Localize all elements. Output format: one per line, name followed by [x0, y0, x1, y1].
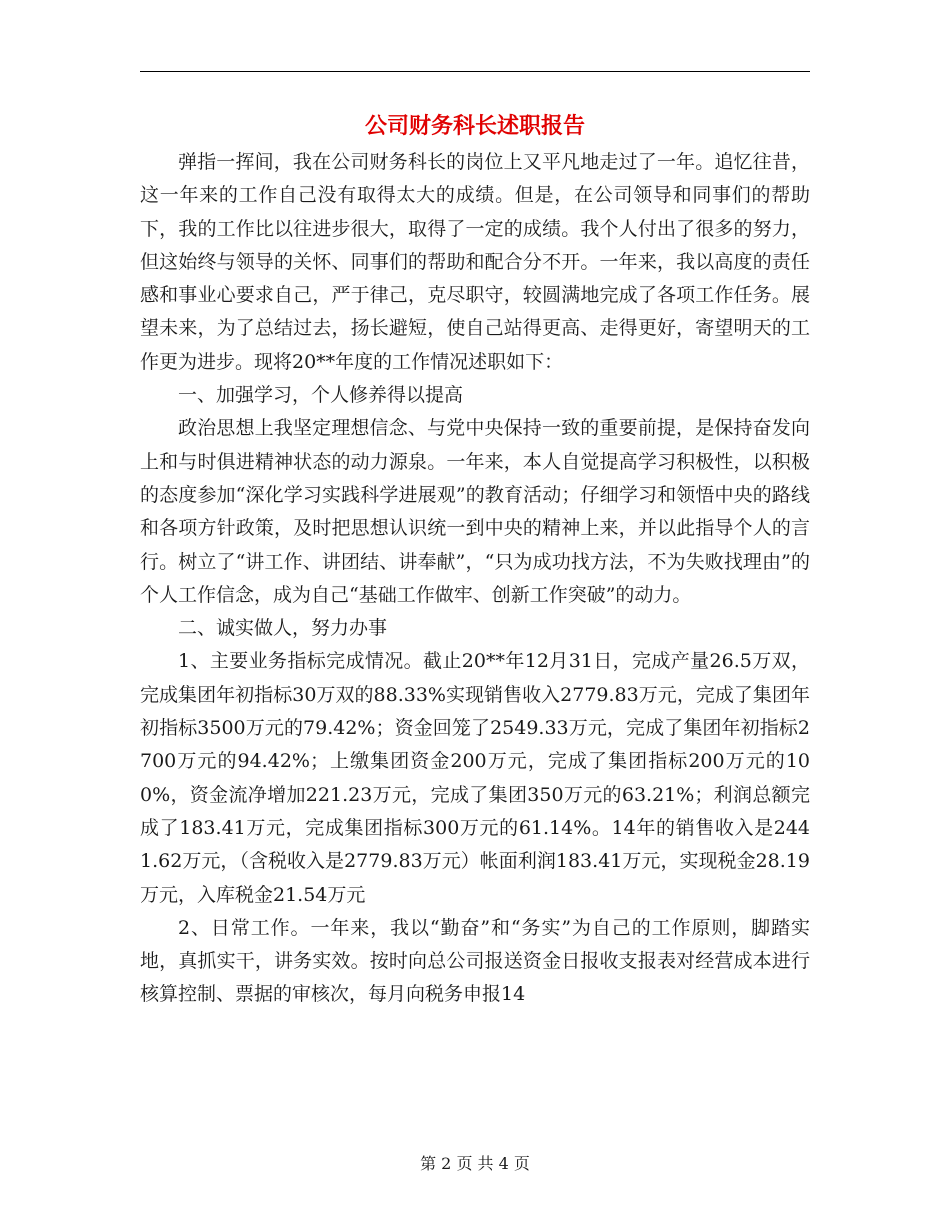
section-heading-2: 二、诚实做人，努力办事 [178, 617, 388, 640]
page-number: 第 2 页 共 4 页 [420, 1154, 530, 1173]
paragraph-intro: 弹指一挥间，我在公司财务科长的岗位上又平凡地走过了一年。追忆往昔，这一年来的工作自己没有取得太大的成绩。但是，在公司领导和同事们的帮助下，我的工作比以往进步很大，取得了一定的成绩。我个人付出了很多的努力，但这始终与领导的关怀、同事们的帮助和配合分不开。一年来，我以高度的责任感和事业心要求自己，严于律己，克尽职守，较圆满地完成了各项工作任务。展望未来，为了总结过去，扬长避短，使自己站得更高、走得更好，寄望明天的工作更为进步。现将20**年度的工作情况述职如下： [140, 151, 810, 373]
section-heading-1: 一、加强学习，个人修养得以提高 [178, 384, 464, 407]
document-body [140, 146, 810, 1012]
document-title: 公司财务科长述职报告 [364, 113, 585, 139]
header-rule [140, 71, 810, 72]
paragraph-indicators: 1、主要业务指标完成情况。截止20**年12月31日，完成产量26.5万双，完成集团年初指标30万双的88.33%实现销售收入2779.83万元，完成了集团年初指标3500万元的79.42%；资金回笼了2549.33万元，完成了集团年初指标2700万元的94.42%；上缴集团资金200万元，完成了集团指标200万元的100%，资金流净增加221.23万元，完成了集团350万元的63.21%；利润总额完成了183.41万元，完成集团指标300万元的61.14%。14年的销售收入是2441.62万元，（含税收入是2779.83万元）帐面利润183.41万元，实现税金28.19万元，入库税金21.54万元 [140, 650, 810, 906]
paragraph-daily-work: 2、日常工作。一年来，我以“勤奋”和“务实”为自己的工作原则，脚踏实地，真抓实干，讲务实效。按时向总公司报送资金日报收支报表对经营成本进行核算控制、票据的审核次，每月向税务申报14 [140, 916, 810, 1006]
paragraph-study: 政治思想上我坚定理想信念、与党中央保持一致的重要前提，是保持奋发向上和与时俱进精神状态的动力源泉。一年来，本人自觉提高学习积极性，以积极的态度参加“深化学习实践科学进展观”的教育活动；仔细学习和领悟中央的路线和各项方针政策，及时把思想认识统一到中央的精神上来，并以此指导个人的言行。树立了“讲工作、讲团结、讲奉献”，“只为成功找方法，不为失败找理由”的个人工作信念，成为自己“基础工作做牢、创新工作突破”的动力。 [140, 417, 810, 606]
